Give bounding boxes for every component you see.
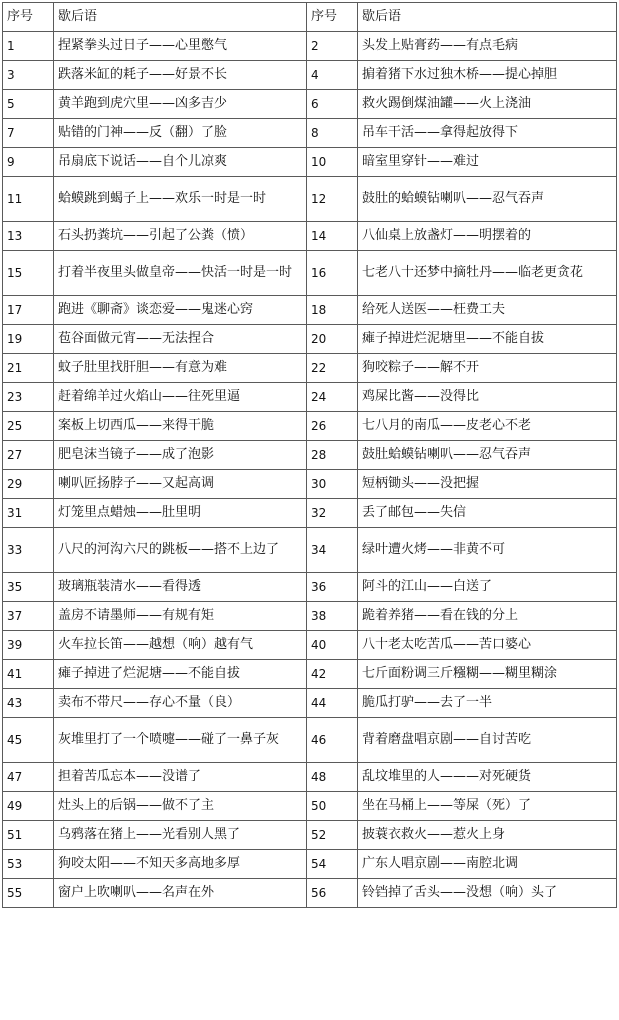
row-number-cell: 29	[3, 470, 54, 499]
row-number-cell: 35	[3, 573, 54, 602]
row-number-cell: 7	[3, 119, 54, 148]
saying-cell: 背着磨盘唱京剧——自讨苦吃	[358, 718, 617, 763]
saying-cell: 头发上贴膏药——有点毛病	[358, 32, 617, 61]
table-row	[3, 90, 617, 119]
saying-cell: 瘫子掉进了烂泥塘——不能自拔	[54, 660, 307, 689]
table-row	[3, 689, 617, 718]
row-number-cell: 37	[3, 602, 54, 631]
row-number-cell: 45	[3, 718, 54, 763]
table-row	[3, 499, 617, 528]
row-number-cell: 36	[307, 573, 358, 602]
saying-cell: 吊车干活——拿得起放得下	[358, 119, 617, 148]
row-number-cell: 32	[307, 499, 358, 528]
row-number-cell: 48	[307, 763, 358, 792]
row-number-cell: 27	[3, 441, 54, 470]
saying-cell: 八尺的河沟六尺的跳板——搭不上边了	[54, 528, 307, 573]
saying-cell: 窗户上吹喇叭——名声在外	[54, 879, 307, 908]
table-row	[3, 296, 617, 325]
saying-cell: 鸡屎比酱——没得比	[358, 383, 617, 412]
table-row	[3, 763, 617, 792]
saying-cell: 灶头上的后锅——做不了主	[54, 792, 307, 821]
saying-cell: 八十老太吃苦瓜——苦口婆心	[358, 631, 617, 660]
row-number-cell: 52	[307, 821, 358, 850]
saying-cell: 吊扇底下说话——自个儿凉爽	[54, 148, 307, 177]
saying-cell: 铃铛掉了舌头——没想（响）头了	[358, 879, 617, 908]
table-row	[3, 325, 617, 354]
table-row	[3, 850, 617, 879]
header-no-left: 序号	[3, 3, 54, 32]
row-number-cell: 25	[3, 412, 54, 441]
header-row	[3, 3, 617, 32]
table-row	[3, 222, 617, 251]
row-number-cell: 33	[3, 528, 54, 573]
saying-cell: 脆瓜打驴——去了一半	[358, 689, 617, 718]
table-row	[3, 251, 617, 296]
row-number-cell: 16	[307, 251, 358, 296]
saying-cell: 卖布不带尺——存心不量（良）	[54, 689, 307, 718]
row-number-cell: 1	[3, 32, 54, 61]
saying-cell: 肥皂沫当镜子——成了泡影	[54, 441, 307, 470]
table-row	[3, 177, 617, 222]
row-number-cell: 11	[3, 177, 54, 222]
xiehouyu-table	[2, 2, 617, 908]
row-number-cell: 43	[3, 689, 54, 718]
saying-cell: 蚊子肚里找肝胆——有意为难	[54, 354, 307, 383]
row-number-cell: 30	[307, 470, 358, 499]
row-number-cell: 56	[307, 879, 358, 908]
table-row	[3, 821, 617, 850]
row-number-cell: 4	[307, 61, 358, 90]
row-number-cell: 54	[307, 850, 358, 879]
saying-cell: 广东人唱京剧——南腔北调	[358, 850, 617, 879]
row-number-cell: 55	[3, 879, 54, 908]
saying-cell: 狗咬粽子——解不开	[358, 354, 617, 383]
row-number-cell: 22	[307, 354, 358, 383]
saying-cell: 案板上切西瓜——来得干脆	[54, 412, 307, 441]
saying-cell: 跪着养猪——看在钱的分上	[358, 602, 617, 631]
saying-cell: 盖房不请墨师——有规有矩	[54, 602, 307, 631]
row-number-cell: 2	[307, 32, 358, 61]
table-row	[3, 718, 617, 763]
row-number-cell: 46	[307, 718, 358, 763]
saying-cell: 灯笼里点蜡烛——肚里明	[54, 499, 307, 528]
header-saying-left: 歇后语	[54, 3, 307, 32]
saying-cell: 打着半夜里头做皇帝——快活一时是一时	[54, 251, 307, 296]
saying-cell: 鼓肚蛤蟆钻喇叭——忍气吞声	[358, 441, 617, 470]
row-number-cell: 50	[307, 792, 358, 821]
row-number-cell: 18	[307, 296, 358, 325]
table-row	[3, 528, 617, 573]
row-number-cell: 49	[3, 792, 54, 821]
row-number-cell: 12	[307, 177, 358, 222]
row-number-cell: 13	[3, 222, 54, 251]
saying-cell: 玻璃瓶装清水——看得透	[54, 573, 307, 602]
saying-cell: 阿斗的江山——白送了	[358, 573, 617, 602]
table-row	[3, 660, 617, 689]
table-row	[3, 412, 617, 441]
table-row	[3, 441, 617, 470]
saying-cell: 短柄锄头——没把握	[358, 470, 617, 499]
row-number-cell: 44	[307, 689, 358, 718]
row-number-cell: 17	[3, 296, 54, 325]
table-row	[3, 61, 617, 90]
table-row	[3, 383, 617, 412]
table-row	[3, 879, 617, 908]
saying-cell: 苞谷面做元宵——无法捏合	[54, 325, 307, 354]
row-number-cell: 39	[3, 631, 54, 660]
saying-cell: 乌鸦落在猪上——光看别人黑了	[54, 821, 307, 850]
saying-cell: 喇叭匠扬脖子——又起高调	[54, 470, 307, 499]
saying-cell: 暗室里穿针——难过	[358, 148, 617, 177]
row-number-cell: 23	[3, 383, 54, 412]
saying-cell: 灰堆里打了一个喷嚏——碰了一鼻子灰	[54, 718, 307, 763]
saying-cell: 七老八十还梦中摘牡丹——临老更贪花	[358, 251, 617, 296]
row-number-cell: 5	[3, 90, 54, 119]
row-number-cell: 40	[307, 631, 358, 660]
saying-cell: 贴错的门神——反（翻）了脸	[54, 119, 307, 148]
saying-cell: 丢了邮包——失信	[358, 499, 617, 528]
saying-cell: 鼓肚的蛤蟆钻喇叭——忍气吞声	[358, 177, 617, 222]
row-number-cell: 31	[3, 499, 54, 528]
row-number-cell: 15	[3, 251, 54, 296]
row-number-cell: 38	[307, 602, 358, 631]
saying-cell: 瘫子掉进烂泥塘里——不能自拔	[358, 325, 617, 354]
saying-cell: 石头扔粪坑——引起了公粪（愤）	[54, 222, 307, 251]
saying-cell: 跌落米缸的耗子——好景不长	[54, 61, 307, 90]
row-number-cell: 21	[3, 354, 54, 383]
saying-cell: 披蓑衣救火——惹火上身	[358, 821, 617, 850]
row-number-cell: 8	[307, 119, 358, 148]
header-no-right: 序号	[307, 3, 358, 32]
row-number-cell: 26	[307, 412, 358, 441]
saying-cell: 跑进《聊斋》谈恋爱——鬼迷心窍	[54, 296, 307, 325]
row-number-cell: 34	[307, 528, 358, 573]
table-row	[3, 119, 617, 148]
table-row	[3, 631, 617, 660]
saying-cell: 黄羊跑到虎穴里——凶多吉少	[54, 90, 307, 119]
saying-cell: 坐在马桶上——等屎（死）了	[358, 792, 617, 821]
row-number-cell: 20	[307, 325, 358, 354]
row-number-cell: 24	[307, 383, 358, 412]
saying-cell: 绿叶遭火烤——非黄不可	[358, 528, 617, 573]
saying-cell: 七八月的南瓜——皮老心不老	[358, 412, 617, 441]
row-number-cell: 9	[3, 148, 54, 177]
saying-cell: 救火踢倒煤油罐——火上浇油	[358, 90, 617, 119]
row-number-cell: 51	[3, 821, 54, 850]
row-number-cell: 28	[307, 441, 358, 470]
row-number-cell: 6	[307, 90, 358, 119]
saying-cell: 掮着猪下水过独木桥——提心掉胆	[358, 61, 617, 90]
saying-cell: 乱坟堆里的人———对死硬货	[358, 763, 617, 792]
saying-cell: 八仙桌上放盏灯——明摆着的	[358, 222, 617, 251]
saying-cell: 给死人送医——枉费工夫	[358, 296, 617, 325]
table-row	[3, 792, 617, 821]
saying-cell: 捏紧拳头过日子——心里憋气	[54, 32, 307, 61]
table-row	[3, 573, 617, 602]
row-number-cell: 19	[3, 325, 54, 354]
table-row	[3, 470, 617, 499]
saying-cell: 火车拉长笛——越想（响）越有气	[54, 631, 307, 660]
row-number-cell: 47	[3, 763, 54, 792]
saying-cell: 担着苦瓜忘本——没谱了	[54, 763, 307, 792]
table-row	[3, 354, 617, 383]
table-row	[3, 148, 617, 177]
row-number-cell: 14	[307, 222, 358, 251]
table-row	[3, 602, 617, 631]
row-number-cell: 3	[3, 61, 54, 90]
saying-cell: 狗咬太阳——不知天多高地多厚	[54, 850, 307, 879]
table-row	[3, 32, 617, 61]
header-saying-right: 歇后语	[358, 3, 617, 32]
row-number-cell: 42	[307, 660, 358, 689]
row-number-cell: 53	[3, 850, 54, 879]
row-number-cell: 10	[307, 148, 358, 177]
row-number-cell: 41	[3, 660, 54, 689]
saying-cell: 七斤面粉调三斤糨糊——糊里糊涂	[358, 660, 617, 689]
saying-cell: 蛤蟆跳到蝎子上——欢乐一时是一时	[54, 177, 307, 222]
saying-cell: 赶着绵羊过火焰山——往死里逼	[54, 383, 307, 412]
